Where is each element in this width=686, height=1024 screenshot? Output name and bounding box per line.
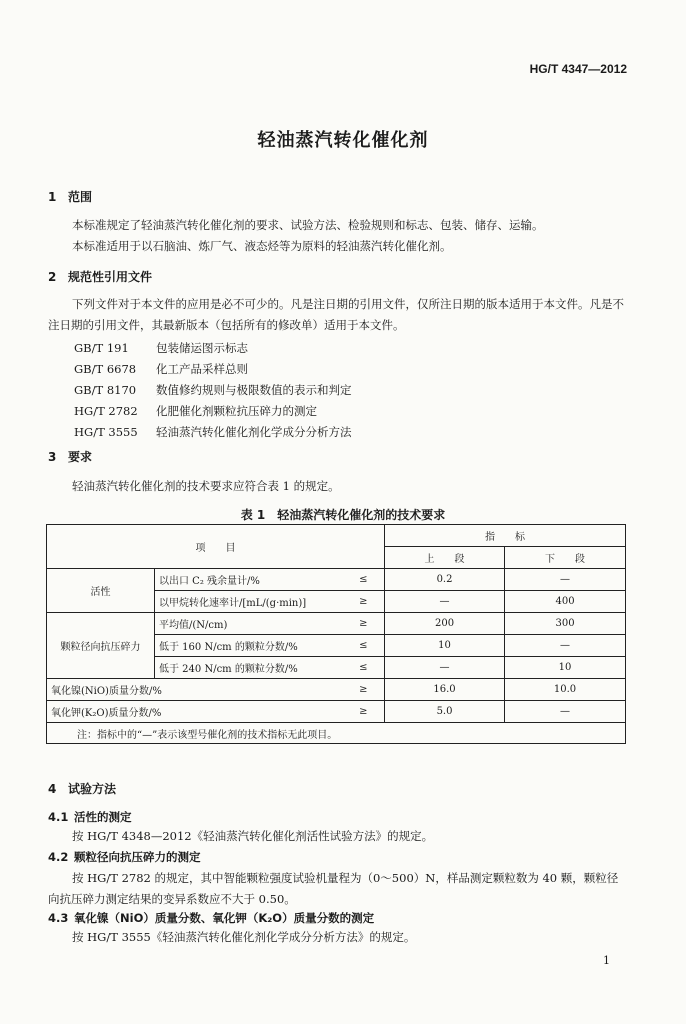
reference-name: 轻油蒸汽转化催化剂化学成分分析方法	[156, 425, 352, 439]
reference-item	[74, 340, 248, 356]
reference-code: GB/T 8170	[74, 383, 137, 397]
subsection-title: 氧化镍（NiO）质量分数、氧化钾（K₂O）质量分数的测定	[74, 911, 375, 925]
row-label: 氧化镍(NiO)质量分数/%	[47, 679, 343, 701]
row-label: 以出口 C₂ 残余量计/%	[155, 569, 343, 591]
header-index: 指 标	[385, 525, 626, 547]
lower-value: 10	[505, 657, 626, 679]
row-label: 氧化钾(K₂O)质量分数/%	[47, 701, 343, 723]
table-caption: 表 1 轻油蒸汽转化催化剂的技术要求	[240, 508, 446, 522]
section-title: 范围	[68, 190, 93, 204]
group-label: 颗粒径向抗压碎力	[47, 613, 155, 679]
row-symbol: ≤	[343, 657, 385, 679]
lower-value: 300	[505, 613, 626, 635]
paragraph: 按 HG/T 4348—2012《轻油蒸汽转化催化剂活性试验方法》的规定。	[72, 829, 434, 843]
subsection-number: 4.2	[48, 850, 69, 864]
lower-value: 10.0	[505, 679, 626, 701]
section-2-heading	[48, 268, 152, 285]
lower-value: —	[505, 569, 626, 591]
section-number: 2	[48, 270, 57, 284]
reference-item	[74, 424, 352, 440]
paragraph: 本标准规定了轻油蒸汽转化催化剂的要求、试验方法、检验规则和标志、包装、储存、运输。	[72, 218, 544, 232]
section-title: 要求	[68, 450, 93, 464]
header-item: 项 目	[47, 525, 385, 569]
header-upper: 上 段	[385, 547, 505, 569]
lower-value: —	[505, 635, 626, 657]
upper-value: 200	[385, 613, 505, 635]
lower-value: —	[505, 701, 626, 723]
subsection-4-1-heading	[48, 809, 132, 825]
section-3-heading	[48, 448, 92, 465]
upper-value: 10	[385, 635, 505, 657]
section-number: 3	[48, 450, 57, 464]
spec-table	[46, 524, 626, 744]
row-label: 低于 160 N/cm 的颗粒分数/%	[155, 635, 343, 657]
section-number: 1	[48, 190, 57, 204]
paragraph: 按 HG/T 3555《轻油蒸汽转化催化剂化学成分分析方法》的规定。	[72, 930, 416, 944]
row-symbol: ≥	[343, 701, 385, 723]
row-label: 平均值/(N/cm)	[155, 613, 343, 635]
reference-code: GB/T 6678	[74, 362, 137, 376]
subsection-title: 活性的测定	[74, 810, 132, 824]
row-symbol: ≥	[343, 679, 385, 701]
reference-name: 化肥催化剂颗粒抗压碎力的测定	[156, 404, 317, 418]
standard-code: HG/T 4347—2012	[529, 62, 627, 76]
reference-item	[74, 382, 352, 398]
table-row	[47, 613, 626, 635]
section-4-heading	[48, 780, 116, 797]
subsection-4-3-heading	[48, 910, 374, 926]
subsection-number: 4.1	[48, 810, 69, 824]
upper-value: 16.0	[385, 679, 505, 701]
reference-item	[74, 403, 317, 419]
row-symbol: ≥	[343, 591, 385, 613]
section-1-heading	[48, 188, 92, 205]
row-label: 以甲烷转化速率计/[mL/(g·min)]	[155, 591, 343, 613]
paragraph: 本标准适用于以石脑油、炼厂气、液态烃等为原料的轻油蒸汽转化催化剂。	[72, 239, 452, 253]
subsection-title: 颗粒径向抗压碎力的测定	[74, 850, 201, 864]
reference-name: 化工产品采样总则	[156, 362, 248, 376]
reference-code: GB/T 191	[74, 341, 129, 355]
row-symbol: ≤	[343, 635, 385, 657]
upper-value: 5.0	[385, 701, 505, 723]
table-row	[47, 569, 626, 591]
row-symbol: ≥	[343, 613, 385, 635]
table-header-row	[47, 525, 626, 547]
subsection-number: 4.3	[48, 911, 69, 925]
section-title: 规范性引用文件	[68, 270, 153, 284]
upper-value: 0.2	[385, 569, 505, 591]
group-label: 活性	[47, 569, 155, 613]
row-symbol: ≤	[343, 569, 385, 591]
paragraph: 按 HG/T 2782 的规定，其中智能颗粒强度试验机量程为（0～500）N，样品测定颗粒数为 40 颗，颗粒径向抗压碎力测定结果的变异系数应不大于 0.50。	[48, 871, 619, 906]
paragraph: 下列文件对于本文件的应用是必不可少的。凡是注日期的引用文件，仅所注日期的版本适用于本文件。凡是不注日期的引用文件，其最新版本（包括所有的修改单）适用于本文件。	[48, 297, 624, 332]
section-title: 试验方法	[68, 782, 117, 796]
row-label: 低于 240 N/cm 的颗粒分数/%	[155, 657, 343, 679]
reference-item	[74, 361, 248, 377]
table-row	[47, 701, 626, 723]
document-title: 轻油蒸汽转化催化剂	[257, 130, 429, 151]
table-row	[47, 679, 626, 701]
reference-name: 数值修约规则与极限数值的表示和判定	[156, 383, 352, 397]
header-lower: 下 段	[505, 547, 626, 569]
subsection-4-2-heading	[48, 849, 201, 865]
upper-value: —	[385, 657, 505, 679]
reference-code: HG/T 2782	[74, 404, 138, 418]
page-number: 1	[603, 954, 610, 967]
reference-code: HG/T 3555	[74, 425, 138, 439]
table-note: 注：指标中的“—”表示该型号催化剂的技术指标无此项目。	[47, 723, 626, 744]
reference-name: 包装储运图示标志	[156, 341, 248, 355]
paragraph: 轻油蒸汽转化催化剂的技术要求应符合表 1 的规定。	[72, 479, 340, 493]
upper-value: —	[385, 591, 505, 613]
table-note-row	[47, 723, 626, 744]
lower-value: 400	[505, 591, 626, 613]
section-number: 4	[48, 782, 57, 796]
